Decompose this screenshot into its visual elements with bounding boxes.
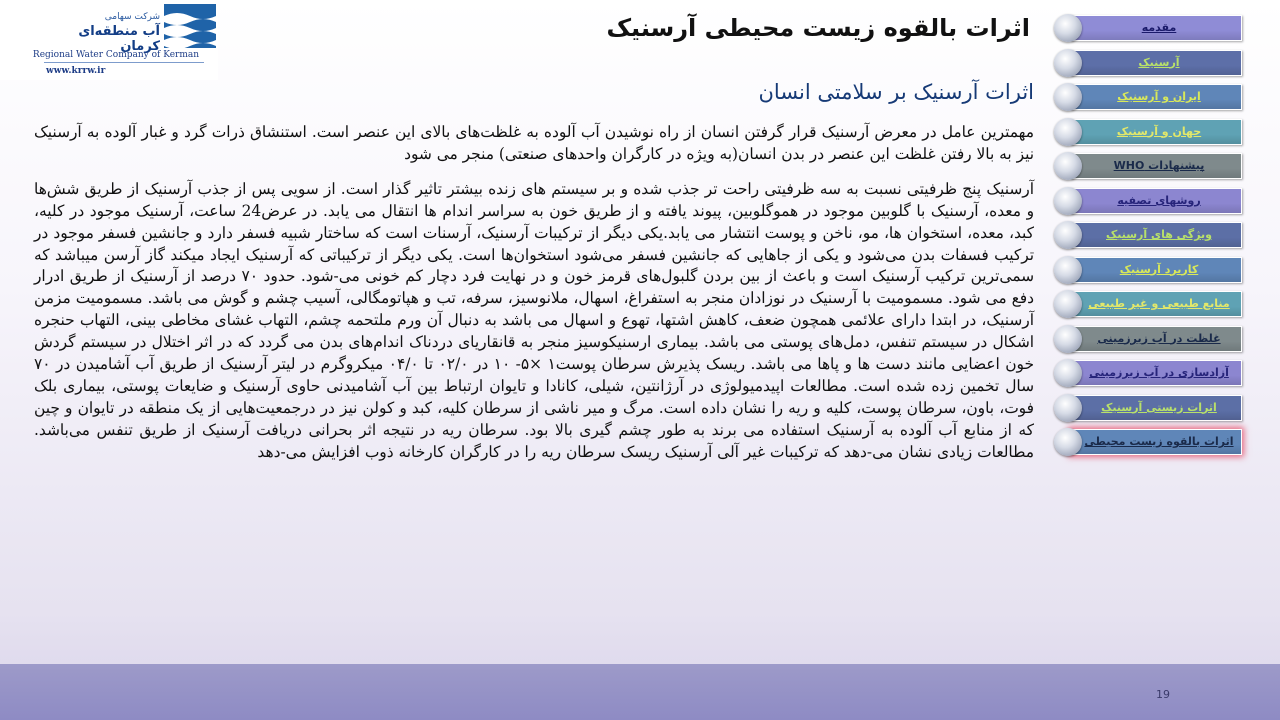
nav-item-label: ایران و آرسنیک: [1117, 90, 1201, 103]
bullet-orb-icon: [1054, 359, 1082, 387]
nav-item-label: منابع طبیعی و غیر طبیعی: [1088, 297, 1230, 310]
bullet-orb-icon: [1054, 187, 1082, 215]
bullet-orb-icon: [1054, 152, 1082, 180]
nav-item-biological-effects[interactable]: [1054, 394, 1246, 422]
bullet-orb-icon: [1054, 394, 1082, 422]
paragraph-1: مهمترین عامل در معرض آرسنیک قرار گرفتن انسان از راه نوشیدن آب آلوده به غلظت‌های بالای این عنصر است. استنشاق ذرات گرد و غبار آلوده به آرسنیک نیز به بالا رفتن غلظت این عنصر در بدن انسان(به ویژه در کارگران واحدهای صنعتی) منجر می شود: [34, 123, 1034, 163]
nav-item-groundwater-concentration[interactable]: [1054, 325, 1246, 353]
bullet-orb-icon: [1054, 118, 1082, 146]
logo-english-name: Regional Water Company of Kerman: [32, 50, 200, 60]
nav-item-label: مقدمه: [1141, 21, 1177, 34]
bullet-orb-icon: [1054, 290, 1082, 318]
nav-item-properties[interactable]: [1054, 221, 1246, 249]
nav-item-label: کاربرد آرسنیک: [1119, 262, 1199, 276]
logo-url: www.krrw.ir: [46, 66, 106, 76]
logo-divider: [44, 62, 204, 63]
logo-company-small: شرکت سهامی: [104, 12, 160, 22]
company-logo: [0, 0, 218, 80]
water-wave-logo-icon: [164, 4, 216, 48]
nav-item-usage[interactable]: [1054, 256, 1246, 284]
slide-title: اثرات بالقوه زیست محیطی آرسنیک: [606, 14, 1030, 42]
bullet-orb-icon: [1054, 325, 1082, 353]
nav-item-intro[interactable]: [1054, 14, 1246, 42]
nav-item-label: اثرات زیستی آرسنیک: [1101, 400, 1217, 414]
slide-subtitle: اثرات آرسنیک بر سلامتی انسان: [758, 80, 1034, 104]
nav-item-groundwater-release[interactable]: [1054, 359, 1246, 387]
nav-item-label: روشهای تصفیه: [1117, 193, 1201, 207]
bullet-orb-icon: [1054, 49, 1082, 77]
bottom-band: [0, 664, 1280, 720]
logo-company-name: آب منطقه‌ای کرمان: [78, 24, 160, 54]
nav-item-label: آزادسازی در آب زیرزمینی: [1089, 366, 1229, 379]
slide-body: [34, 122, 1034, 464]
bullet-orb-icon: [1054, 14, 1082, 42]
nav-item-treatment[interactable]: [1054, 187, 1246, 215]
bullet-orb-icon: [1054, 256, 1082, 284]
paragraph-2: آرسنیک پنج ظرفیتی نسبت به سه ظرفیتی راحت تر جذب شده و بر سیستم های زنده بیشتر تاثیر گذار است. از سویی پس از جذب آرسنیک از طریق شش‌ها و معده، آرسنیک با گلوبین موجود در هموگلوبین، پیوند یافته و از طریق خون به سراسر اندام ها انتقال می یابد. در عرض24 ساعت، آرسنیک موجود در کلیه، کبد، معده، استخوان ها، مو، ناخن و پوست انتشار می یابد.یکی دیگر از ترکیبات آرسنیک، آرسنات است که ساختار شبیه فسفر دارد و جانشین فسفر موجود در ترکیب فسفات بدن می‌شود و یکی از جاهایی که جانشین فسفر می‌شود استخوان‌ها است. یکی دیگر از ترکیباتی که آرسنیک ایجاد میکند گاز آرسن میباشد که سمی‌ترین ترکیب آرسنیک است و باعث از بین بردن گلبول‌های قرمز خون و در نهایت فرد دچار کم خونی می-شود. حدود ۷۰ درصد از آرسنیک از طریق ادرار دفع می شود. مسمومیت با آرسنیک در نوزادان منجر به استفراغ، اسهال، ملانوسیز، سرفه، تب و هپاتومگالی، آسیب چشم و گوش می باشد. مسمومیت مزمن آرسنیک، در ابتدا دارای علائمی همچون ضعف، کاهش اشتها، تهوع و اسهال می باشد به دنبال آن ورم ملتحمه چشم، التهاب غشای مخاطی بینی، التهاب حنجره اشکال در سیستم تنفس، دمل‌های پوستی می باشد. بیماری ارسنیکوسیز منجر به قانقاریای دردناک اندام‌های بدن می گردد که در اثر اختلال در سیستم گردش خون اعضایی مانند دست ها و پاها می باشد. ریسک پذیرش سرطان پوست۱ ×۵- ۱۰ در ۰۲/۰ تا ۰۴/۰ میکروگرم در لیتر آرسنیک از طریق آب آشامیدن در ۷۰ سال تخمین زده شده است. مطالعات اپیدمیولوژی در آرژانتین، شیلی، کانادا و تایوان ارتباط بین آب آشامیدنی حاوی آرسنیک و ضایعات پوستی، بیماری بلک فوت، باون، سرطان پوست، کلیه و ریه را نشان داده است. مرگ و میر ناشی از سرطان کلیه، کبد و کولن نیز در درجمعیت‌هایی از یک منطقه در تایوان و چین که از منابع آب آلوده به آرسنیک استفاده می برند به طور چشم گیری بالا بود. سرطان ریه در نتیجه اثر بحرانی دریافت آرسنیک از طریق تنفس می‌باشد. مطالعات زیادی نشان می-دهد که ترکیبات غیر آلی آرسنیک ریسک سرطان ریه را در کارگران کارخانه ذوب افزایش می-دهد: [34, 179, 1035, 461]
nav-item-label: اثرات بالقوه زیست محیطی: [1084, 435, 1234, 448]
bullet-orb-icon: [1054, 428, 1082, 456]
bullet-orb-icon: [1054, 221, 1082, 249]
nav-item-label: ویژگی های آرسنیک: [1106, 228, 1212, 241]
nav-item-label: آرسنیک: [1138, 55, 1180, 69]
nav-item-label: غلظت در آب زیرزمینی: [1097, 331, 1221, 345]
nav-item-who[interactable]: [1054, 152, 1246, 180]
nav-item-world-arsenic[interactable]: [1054, 118, 1246, 146]
nav-item-iran-arsenic[interactable]: [1054, 83, 1246, 111]
nav-item-label: پیشنهادات WHO: [1113, 159, 1205, 172]
page-number: 19: [1156, 688, 1170, 701]
nav-item-environmental-effects[interactable]: [1054, 428, 1246, 456]
nav-item-label: جهان و آرسنیک: [1116, 124, 1202, 138]
nav-item-arsenic[interactable]: [1054, 49, 1246, 77]
bullet-orb-icon: [1054, 83, 1082, 111]
nav-item-sources[interactable]: [1054, 290, 1246, 318]
